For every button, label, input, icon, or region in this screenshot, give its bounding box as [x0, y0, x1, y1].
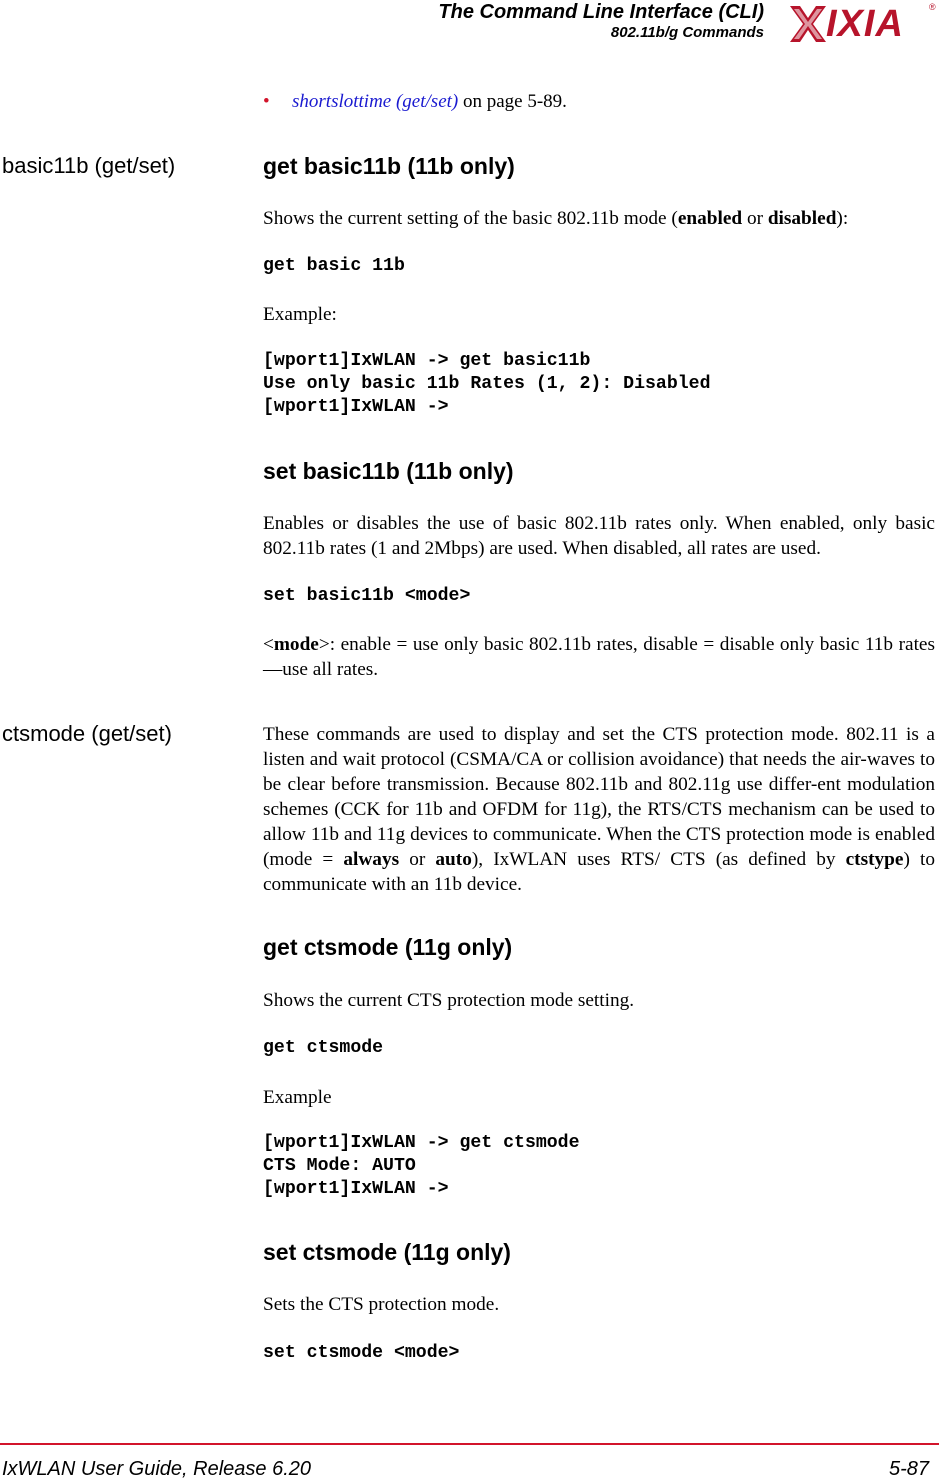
- ctsmode-intro-paragraph: These commands are used to display and set the CTS protection mode. 802.11 is a listen and wait protocol (CSMA/CA or collision avoidance) that needs the air-waves to be clear before transmission. Because 802.11b and 802.11g use differ-ent modulation schemes (CCK for 11b and OFDM for 11g), the RTS/CTS mechanism can be used to allow 11b and 11g devices to communicate. When the CTS protection mode is enabled (mode = always or auto), IxWLAN uses RTS/ CTS (as defined by ctstype) to communicate with an 11b device.: [263, 724, 935, 895]
- footer-divider: [0, 1443, 939, 1445]
- example-code-line: [wport1]IxWLAN -> get ctsmode: [263, 1133, 580, 1153]
- example-code-line: Use only basic 11b Rates (1, 2): Disabled: [263, 374, 711, 394]
- set-basic11b-description: Enables or disables the use of basic 802.11b rates only. When enabled, only basic 802.11b rates (1 and 2Mbps) are used. When disabled, all rates are used.: [263, 513, 935, 559]
- example-code-line: [wport1]IxWLAN ->: [263, 1179, 449, 1199]
- example-code-line: [wport1]IxWLAN ->: [263, 397, 449, 417]
- heading-set-basic11b: set basic11b (11b only): [263, 458, 514, 484]
- example-label-basic11b: Example:: [263, 304, 337, 325]
- heading-set-ctsmode: set ctsmode (11g only): [263, 1239, 511, 1265]
- example-label-ctsmode: Example: [263, 1087, 332, 1108]
- footer-guide-title: IxWLAN User Guide, Release 6.20: [2, 1458, 312, 1480]
- set-ctsmode-description: Sets the CTS protection mode.: [263, 1294, 500, 1315]
- running-header-subtitle: 802.11b/g Commands: [610, 24, 764, 41]
- heading-get-basic11b: get basic11b (11b only): [263, 153, 515, 179]
- running-header-title: The Command Line Interface (CLI): [438, 1, 764, 23]
- get-ctsmode-command: get ctsmode: [263, 1038, 384, 1058]
- bullet-suffix: on page 5-89.: [458, 91, 567, 112]
- side-heading-ctsmode: ctsmode (get/set): [2, 721, 172, 746]
- bullet-marker: •: [263, 91, 270, 112]
- footer-page-number: 5-87: [888, 1458, 929, 1480]
- shortslottime-link[interactable]: shortslottime (get/set): [292, 91, 459, 112]
- logo-wordmark: IXIA: [826, 3, 904, 45]
- ixia-x-icon: [786, 2, 830, 46]
- side-heading-basic11b: basic11b (get/set): [2, 153, 176, 178]
- mode-parameter-description: <mode>: enable = use only basic 802.11b rates, disable = disable only basic 11b rates—use all rates.: [263, 634, 935, 680]
- see-also-bullet: [263, 90, 567, 114]
- ixia-logo: [786, 2, 936, 46]
- get-basic11b-description: Shows the current setting of the basic 802.11b mode (enabled or disabled):: [263, 208, 849, 229]
- set-ctsmode-command: set ctsmode <mode>: [263, 1343, 460, 1363]
- registered-mark: ®: [929, 2, 936, 12]
- heading-get-ctsmode: get ctsmode (11g only): [263, 934, 513, 960]
- example-code-line: CTS Mode: AUTO: [263, 1156, 416, 1176]
- get-ctsmode-description: Shows the current CTS protection mode setting.: [263, 990, 635, 1011]
- set-basic11b-command: set basic11b <mode>: [263, 586, 471, 606]
- example-code-line: [wport1]IxWLAN -> get basic11b: [263, 351, 591, 371]
- get-basic11b-command: get basic 11b: [263, 256, 405, 276]
